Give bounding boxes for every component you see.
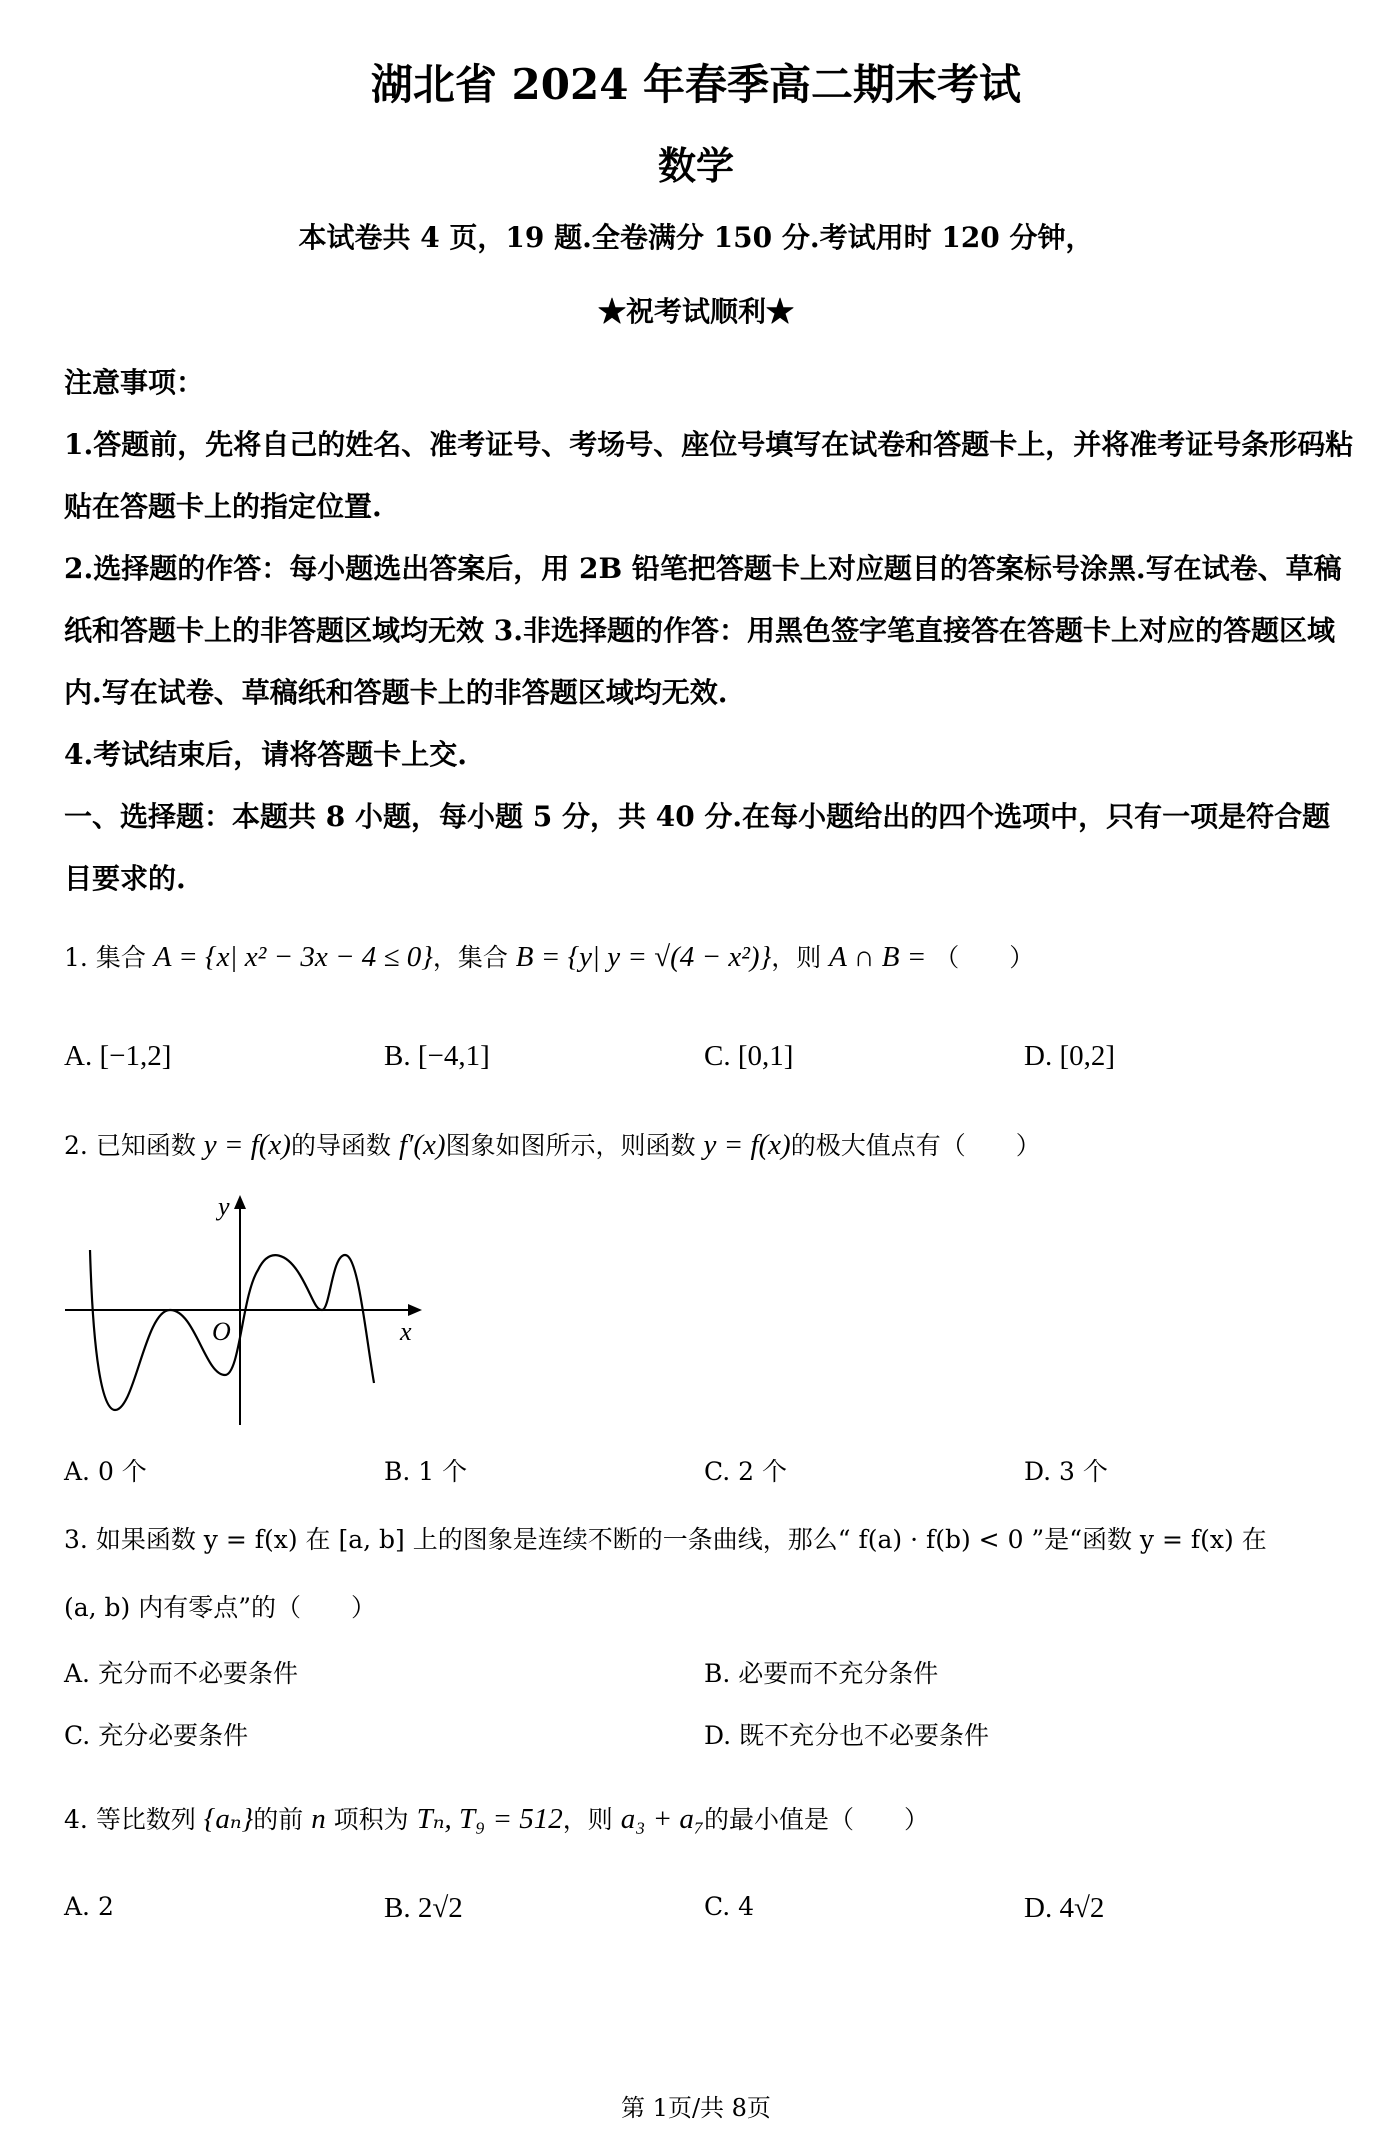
q4-text-3: 项积为: [333, 1805, 409, 1834]
section-heading: 一、选择题：本题共 8 小题，每小题 5 分，共 40 分.在每小题给出的四个选项中，只有一项是符合题目要求的.: [64, 800, 1331, 895]
q3-option-b: B. 必要而不充分条件: [704, 1659, 939, 1688]
q4-sequence: {aₙ}: [203, 1803, 254, 1835]
q1-option-a: A. [−1,2]: [64, 1040, 172, 1072]
x-axis-arrow: [408, 1304, 422, 1316]
q3-option-c: C. 充分必要条件: [64, 1721, 249, 1750]
q4-option-b: B. 2√2: [384, 1892, 463, 1924]
q1-paren: （ ）: [934, 943, 1035, 972]
y-axis-label: y: [218, 1192, 230, 1221]
q1-option-d: D. [0,2]: [1024, 1040, 1116, 1072]
derivative-graph: [60, 1185, 430, 1430]
exam-wish: ★祝考试顺利★: [597, 295, 794, 328]
q4-condition: Tₙ, T₉ = 512: [416, 1803, 563, 1835]
q2-number: 2.: [64, 1131, 88, 1160]
exam-subject: 数学: [657, 143, 734, 188]
q4-n: n: [311, 1803, 326, 1835]
q4-option-a: A. 2: [64, 1892, 114, 1921]
q2-option-d: D. 3 个: [1024, 1457, 1108, 1486]
notice-heading: 注意事项：: [64, 366, 205, 399]
notice-item-1: 1.答题前，先将自己的姓名、准考证号、考场号、座位号填写在试卷和答题卡上，并将准考证号条形码粘贴在答题卡上的指定位置.: [64, 428, 1354, 523]
q1-option-c: C. [0,1]: [704, 1040, 794, 1072]
q3-line-1: 如果函数 y = f(x) 在 [a, b] 上的图象是连续不断的一条曲线，那么“ f(a) · f(b) < 0 ”是“函数 y = f(x) 在: [95, 1525, 1267, 1554]
q1-text-1: 集合: [95, 943, 146, 972]
q4-option-d: D. 4√2: [1024, 1892, 1105, 1924]
q2-text-3: 图象如图所示，则函数: [445, 1131, 696, 1160]
q2-option-a: A. 0 个: [64, 1457, 147, 1486]
page-footer: 第 1页/共 8页: [621, 2094, 771, 2122]
q4-text-4: ，则: [562, 1805, 613, 1834]
question-3: [64, 1520, 1364, 1556]
q3-number: 3.: [64, 1525, 88, 1554]
q2-func-1: y = f(x): [203, 1129, 291, 1161]
q2-func-2: f′(x): [398, 1129, 446, 1161]
question-4: [64, 1800, 1364, 1836]
q4-number: 4.: [64, 1805, 88, 1834]
q4-expression: a₃ + a₇: [620, 1803, 704, 1835]
q2-option-b: B. 1 个: [384, 1457, 468, 1486]
q2-text-2: 的导函数: [290, 1131, 391, 1160]
q1-set-b: B = {y| y = √(4 − x²)}: [515, 941, 772, 973]
question-1: [64, 938, 1364, 974]
x-axis-label: x: [400, 1317, 412, 1346]
notice-block: [64, 352, 1354, 910]
q2-func-3: y = f(x): [703, 1129, 791, 1161]
question-2: [64, 1126, 1364, 1162]
notice-item-2: 2.选择题的作答：每小题选出答案后，用 2B 铅笔把答题卡上对应题目的答案标号涂黑.写在试卷、草稿纸和答题卡上的非答题区域均无效 3.非选择题的作答：用黑色签字笔直接答在答题卡上对应的答题区域内.写在试卷、草稿纸和答题卡上的非答题区域均无效.: [64, 552, 1342, 709]
origin-label: O: [212, 1317, 231, 1346]
q1-text-3: ，则: [771, 943, 822, 972]
y-axis-arrow: [234, 1195, 246, 1209]
q3-option-d: D. 既不充分也不必要条件: [704, 1721, 990, 1750]
q2-text-4: 的极大值点有（ ）: [790, 1131, 1041, 1160]
q2-text-1: 已知函数: [95, 1131, 196, 1160]
q2-option-c: C. 2 个: [704, 1457, 787, 1486]
exam-info: 本试卷共 4 页，19 题.全卷满分 150 分.考试用时 120 分钟，: [298, 221, 1094, 254]
q1-set-a: A = {x| x² − 3x − 4 ≤ 0}: [153, 941, 433, 973]
q3-option-a: A. 充分而不必要条件: [64, 1659, 298, 1688]
notice-item-3: 4.考试结束后，请将答题卡上交.: [64, 738, 467, 771]
exam-title: 湖北省 2024 年春季高二期末考试: [370, 60, 1022, 109]
q4-text-2: 的前: [253, 1805, 304, 1834]
q1-expression: A ∩ B =: [829, 941, 927, 973]
q3-line-2: (a, b) 内有零点”的（ ）: [64, 1593, 377, 1622]
q1-number: 1.: [64, 943, 88, 972]
q1-text-2: ，集合: [432, 943, 508, 972]
question-3-continued: [64, 1588, 1364, 1624]
q4-text-1: 等比数列: [95, 1805, 196, 1834]
q1-option-b: B. [−4,1]: [384, 1040, 490, 1072]
q4-option-c: C. 4: [704, 1892, 755, 1921]
derivative-curve: [90, 1250, 374, 1410]
q4-text-5: 的最小值是（ ）: [704, 1805, 930, 1834]
